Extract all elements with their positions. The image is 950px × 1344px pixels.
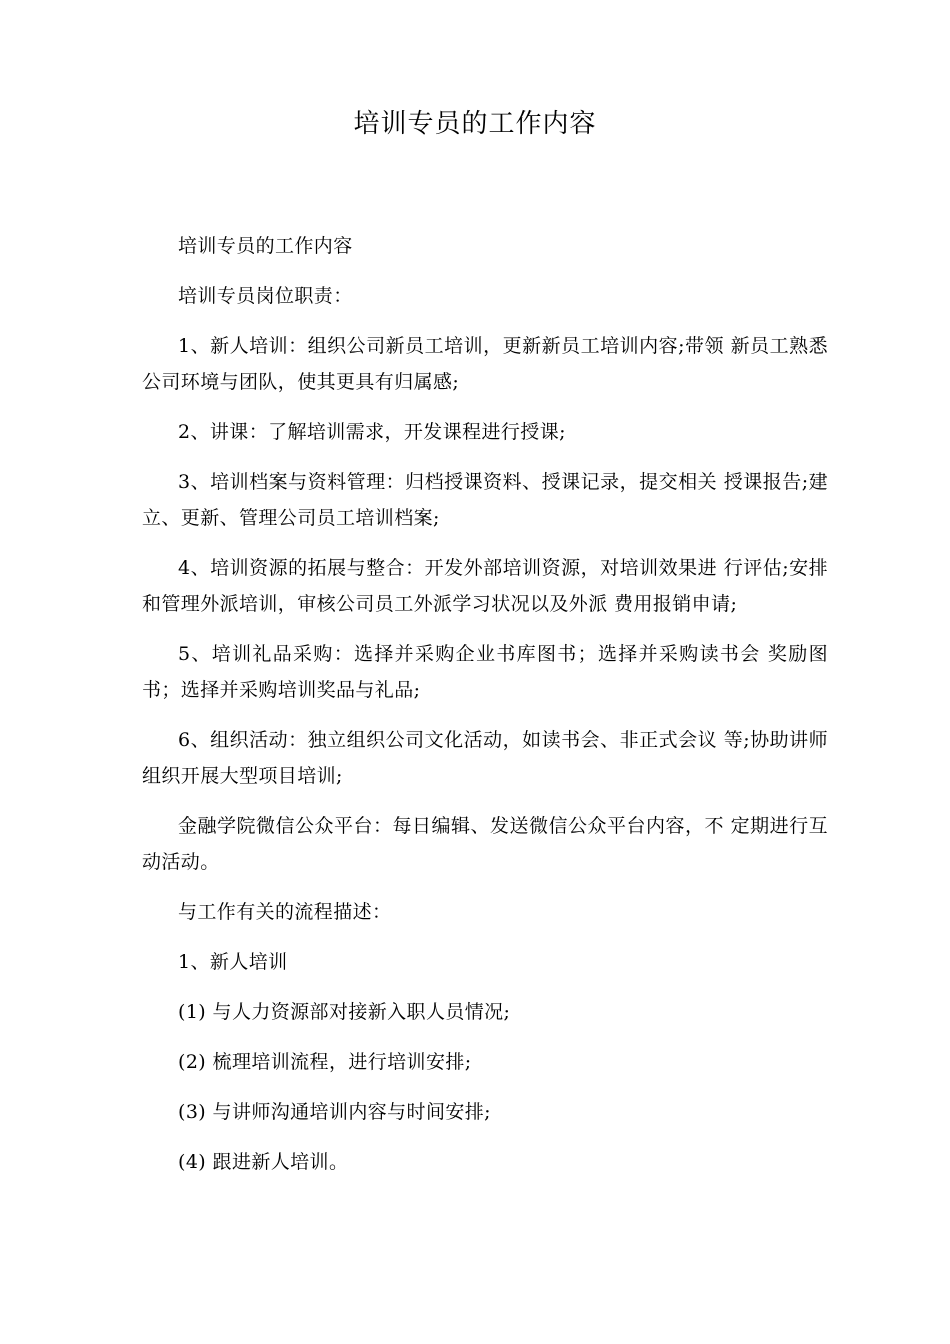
paragraph: 金融学院微信公众平台：每日编辑、发送微信公众平台内容，不 定期进行互动活动。 (142, 815, 828, 873)
paragraph: 1、新人培训 (178, 951, 288, 973)
paragraph: 1、新人培训：组织公司新员工培训，更新新员工培训内容;带领 新员工熟悉公司环境与团队，使其更具有归属感; (142, 335, 828, 393)
document-title: 培训专员的工作内容 (353, 109, 597, 139)
paragraph: (4) 跟进新人培训。 (178, 1151, 349, 1173)
paragraph: 3、培训档案与资料管理：归档授课资料、授课记录，提交相关 授课报告;建立、更新、管理公司员工培训档案; (142, 471, 828, 529)
paragraph: 培训专员的工作内容 (178, 235, 353, 257)
paragraph: 4、培训资源的拓展与整合：开发外部培训资源，对培训效果进 行评估;安排和管理外派培训，审核公司员工外派学习状况以及外派 费用报销申请; (142, 557, 828, 615)
paragraph: (2) 梳理培训流程，进行培训安排; (178, 1051, 472, 1073)
document-body (142, 228, 828, 1194)
paragraph: (3) 与讲师沟通培训内容与时间安排; (178, 1101, 491, 1123)
paragraph: 6、组织活动：独立组织公司文化活动，如读书会、非正式会议 等;协助讲师组织开展大型项目培训; (142, 729, 828, 787)
paragraph: 5、培训礼品采购：选择并采购企业书库图书；选择并采购读书会 奖励图书；选择并采购培训奖品与礼品; (142, 643, 828, 701)
paragraph: (1) 与人力资源部对接新入职人员情况; (178, 1001, 511, 1023)
paragraph: 培训专员岗位职责： (178, 285, 353, 307)
paragraph: 2、讲课：了解培训需求，开发课程进行授课; (178, 421, 566, 443)
paragraph: 与工作有关的流程描述： (178, 901, 392, 923)
